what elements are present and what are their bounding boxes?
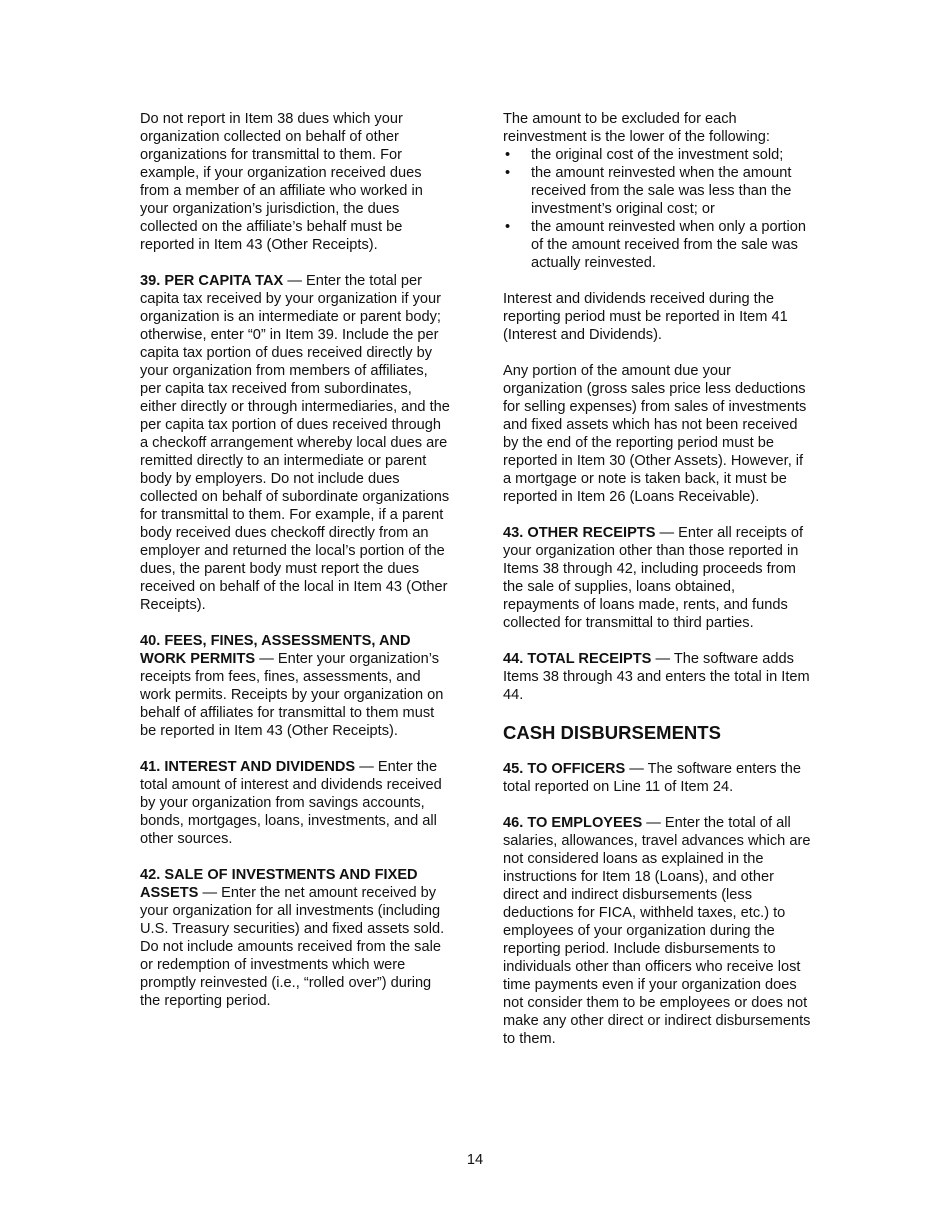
interest-dividends-note: Interest and dividends received during the reporting period must be reported in Item 41 (Interest and Dividends). [503,291,788,343]
bullet-icon: • [505,219,511,235]
reinvestment-exclusion-intro: The amount to be excluded for each reinvestment is the lower of the following: [503,111,770,145]
item41-text: — Enter the total amount of interest and dividends received by your organization from savings accounts, bonds, mortgages, loans, investments, and all other sources. [140,759,442,847]
right-column [503,110,813,1066]
left-column [140,110,452,1028]
item42-text: — Enter the net amount received by your organization for all investments (including U.S. Treasury securities) and fixed assets sold. Do not include amounts received from the sale or redemption of investments which were promptly reinvested (i.e., “rolled over”) during the reporting period. [140,885,445,1009]
item44-heading: 44. TOTAL RECEIPTS [503,651,652,667]
item45-heading: 45. TO OFFICERS [503,761,626,777]
unreceived-amount-note: Any portion of the amount due your organization (gross sales price less deductions for selling expenses) from sales of investments and fixed assets which has not been received by the end of the reporting period must be reported in Item 30 (Other Assets). However, if a mortgage or note is taken back, it must be reported in Item 26 (Loans Receivable). [503,363,807,505]
item38-exclusion-paragraph: Do not report in Item 38 dues which your organization collected on behalf of other organizations for transmittal to them. For example, if your organization received dues from a member of an affiliate who worked in your organization’s jurisdiction, the dues collected on the affiliate’s behalf must be reported in Item 43 (Other Receipts). [140,111,423,253]
item39-text: — Enter the total per capita tax received by your organization if your organization is an intermediate or parent body; otherwise, enter “0” in Item 39. Include the per capita tax portion of dues received directly by your organization from members of affiliates, per capita tax received from subordinates, either directly or through intermediaries, and the per capita tax portion of dues received through a checkoff arrangement whereby local dues are remitted directly to an intermediate or parent body by employers. Do not include dues collected on behalf of subordinate organizations for transmittal to them. For example, if a parent body received dues checkoff directly from an employer and returned the local’s portion of the dues, the parent body must report the dues received on behalf of the local in Item 43 (Other Receipts). [140,273,450,613]
list-item [503,164,813,218]
item43-text: — Enter all receipts of your organization other than those reported in Items 38 through 42, including proceeds from the sale of supplies, loans obtained, repayments of loans made, rents, and funds collected for transmittal to third parties. [503,525,804,631]
item43-heading: 43. OTHER RECEIPTS [503,525,656,541]
item42-paragraph [140,866,452,1010]
item41-heading: 41. INTEREST AND DIVIDENDS [140,759,356,775]
list-item-text: the amount reinvested when only a portion of the amount received from the sale was actually reinvested. [531,219,807,271]
bullet-icon: • [505,165,511,181]
list-item [503,146,813,164]
item44-text: — The software adds Items 38 through 43 and enters the total in Item 44. [503,651,810,703]
item45-text: — The software enters the total reported on Line 11 of Item 24. [503,761,801,795]
item41-paragraph [140,758,452,848]
page-number: 14 [466,1152,484,1168]
list-item-text: the original cost of the investment sold; [531,147,784,163]
bullet-icon: • [505,147,511,163]
item40-text: — Enter your organization’s receipts from fees, fines, assessments, and work permits. Receipts by your organization on behalf of affiliates for transmittal to them must be reported in Item 43 (Other Receipts). [140,651,444,739]
item42-heading: 42. SALE OF INVESTMENTS AND FIXED ASSETS [140,867,418,901]
list-item-text: the amount reinvested when the amount received from the sale was less than the investment’s original cost; or [531,165,792,217]
item43-paragraph [503,524,813,632]
item44-paragraph [503,650,813,704]
item39-paragraph [140,272,452,614]
item46-paragraph [503,814,813,1048]
item46-heading: 46. TO EMPLOYEES [503,815,643,831]
reinvestment-exclusion-list [503,146,813,272]
item40-paragraph [140,632,452,740]
item40-heading: 40. FEES, FINES, ASSESSMENTS, AND WORK PERMITS [140,633,411,667]
item46-text: — Enter the total of all salaries, allowances, travel advances which are not considered loans as explained in the instructions for Item 18 (Loans), and other direct and indirect disbursements (less deductions for FICA, withheld taxes, etc.) to employees of your organization during the reporting period. Include disbursements to individuals other than officers who receive lost time payments even if your organization does not consider them to be employees or does not make any other direct or indirect disbursements to them. [503,815,811,1047]
item39-heading: 39. PER CAPITA TAX [140,273,284,289]
cash-disbursements-heading: CASH DISBURSEMENTS [503,722,721,743]
list-item [503,218,813,272]
item45-paragraph [503,760,813,796]
